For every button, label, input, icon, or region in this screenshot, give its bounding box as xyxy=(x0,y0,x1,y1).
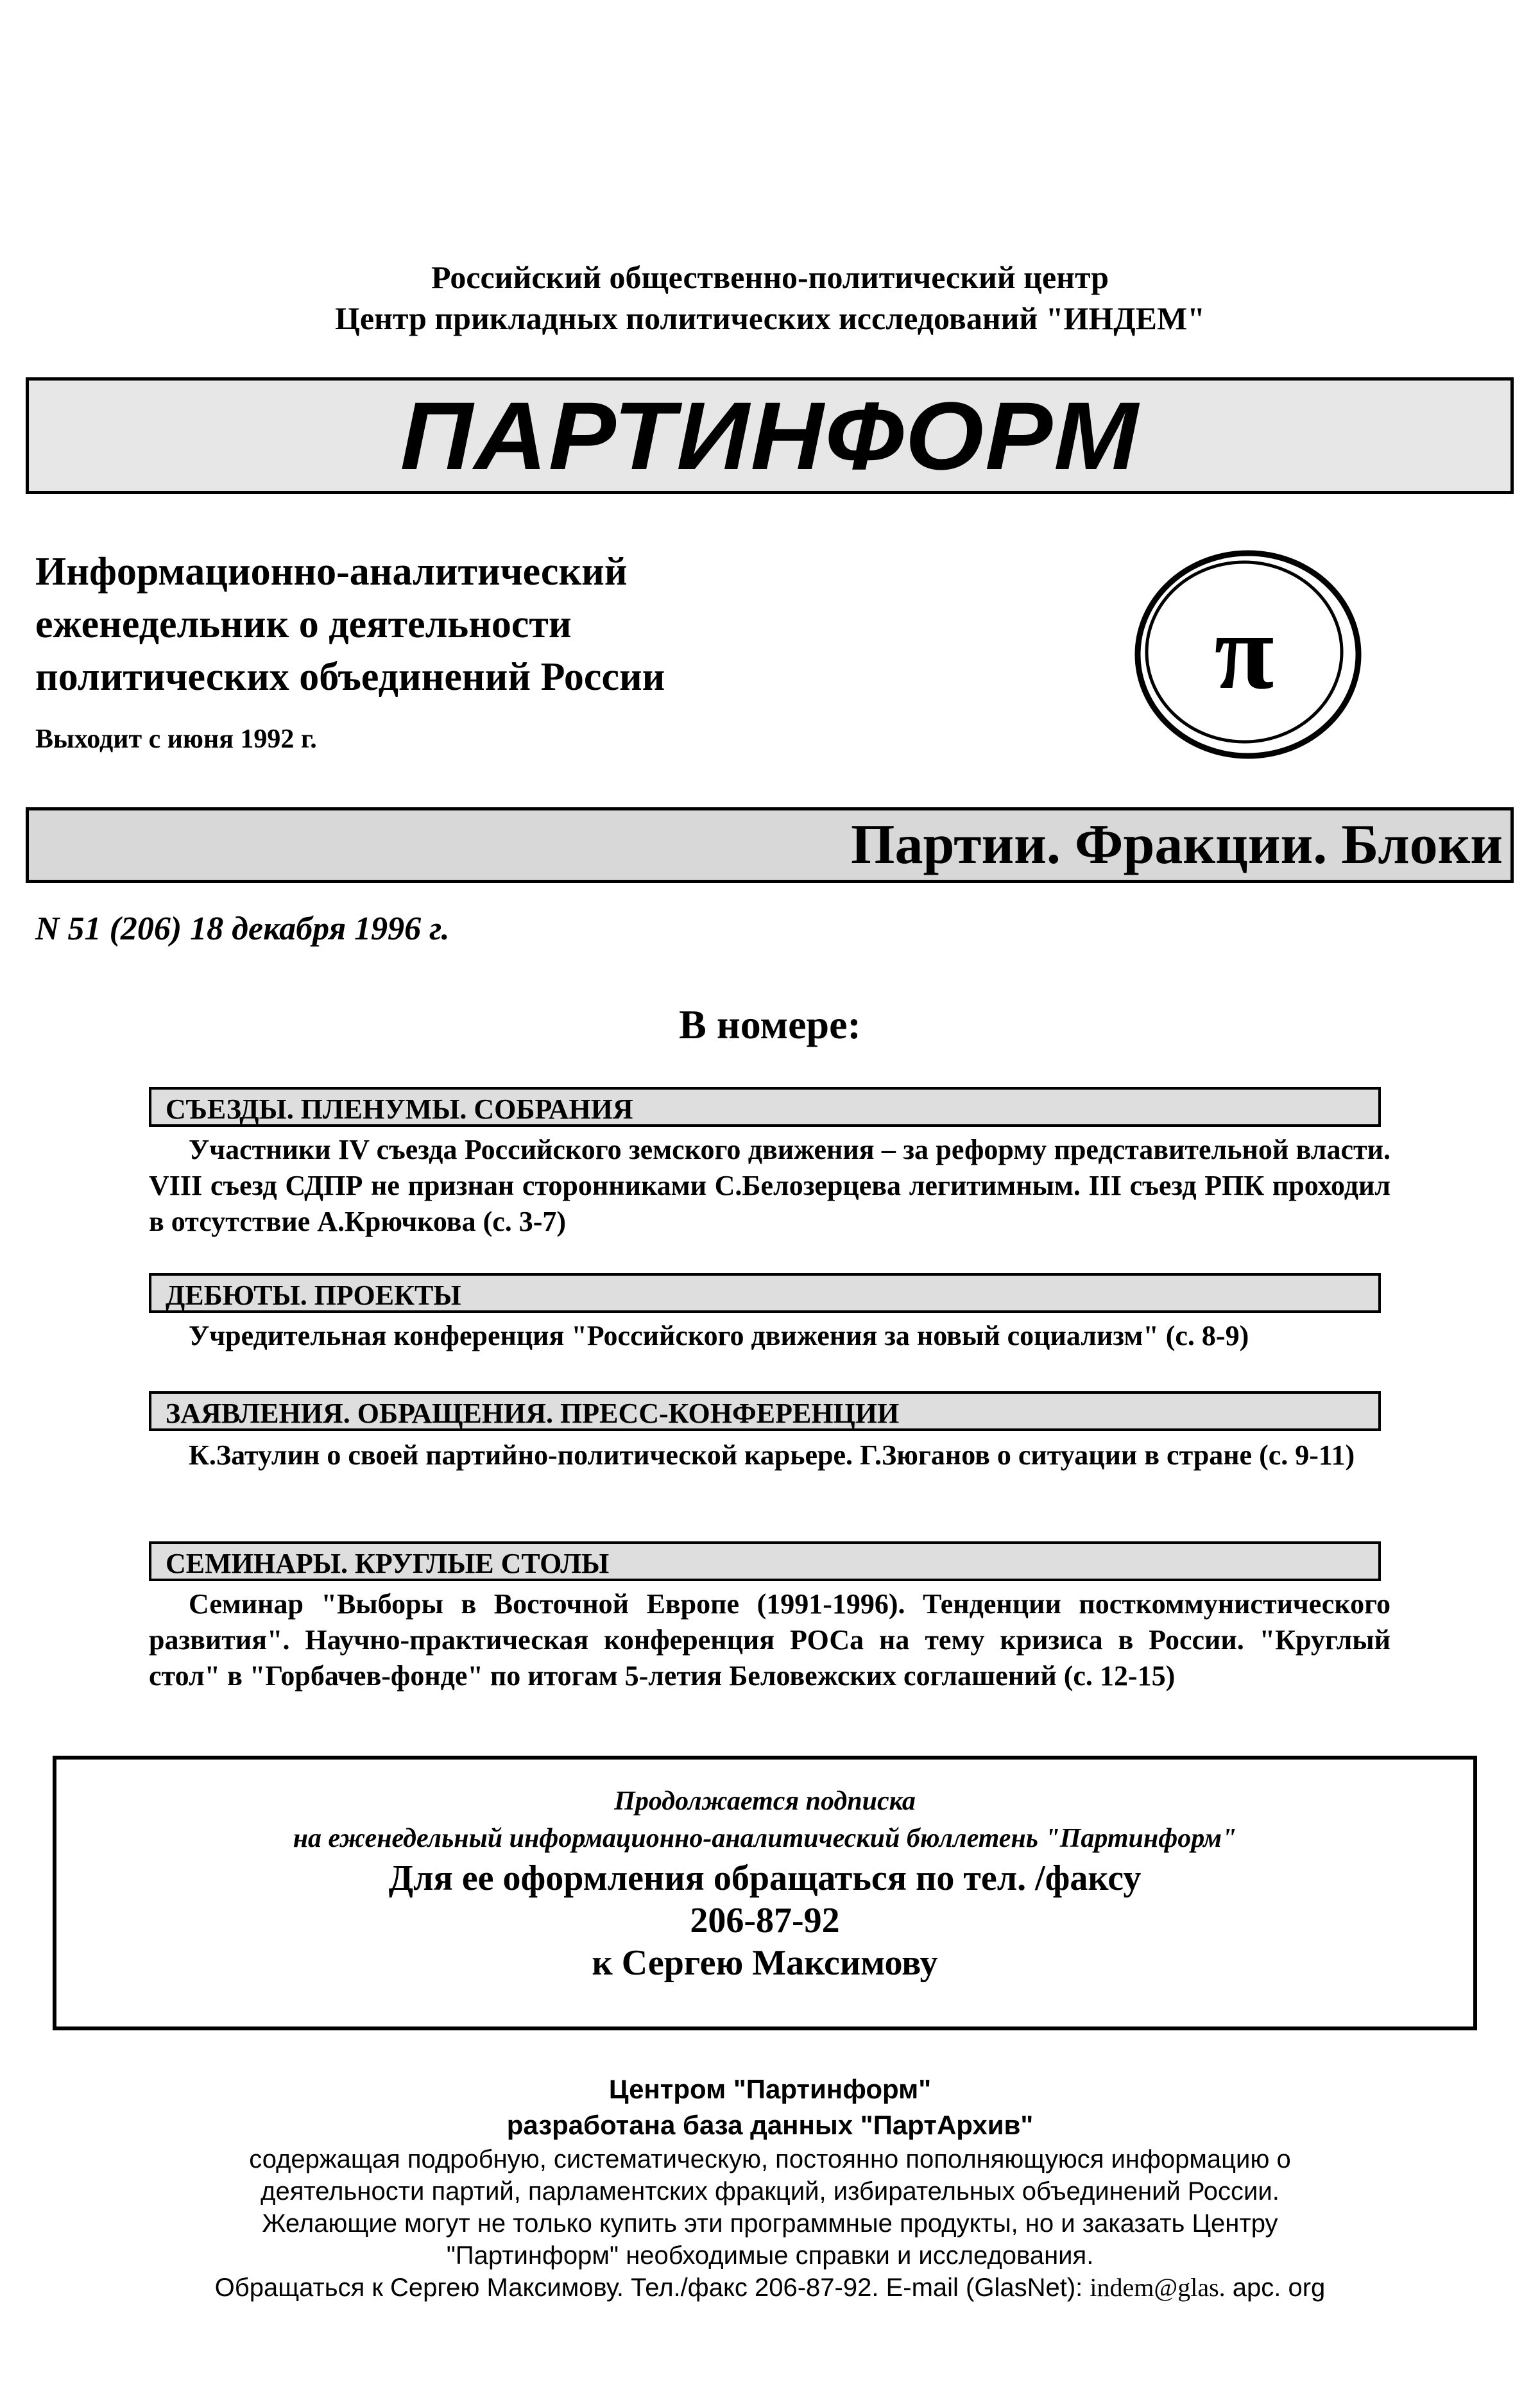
section-heading: ДЕБЮТЫ. ПРОЕКТЫ xyxy=(166,1280,461,1311)
org-line-1: Российский общественно-политический центр xyxy=(431,259,1109,295)
section-summary: Семинар "Выборы в Восточной Европе (1991-1996). Тенденции посткоммунистического развития". Научно-практическая конференция РОСа на тему кризиса в России. "Круглый стол" в "Горбачев-фонде" по итогам 5-летия Беловежских соглашений (с. 12-15) xyxy=(149,1588,1390,1692)
section-summary: Учредительная конференция "Российского движения за новый социализм" (с. 8-9) xyxy=(189,1320,1249,1351)
db-email-address: indem@glas. xyxy=(1090,2273,1226,2302)
publication-title: ПАРТИНФОРМ xyxy=(400,381,1140,490)
section-heading-box xyxy=(149,1273,1381,1313)
since-note: Выходит с июня 1992 г. xyxy=(35,724,317,754)
org-line-2: Центр прикладных политических исследований "ИНДЕМ" xyxy=(335,300,1205,336)
db-contact-prefix: Обращаться к Сергею Максимову. Тел./факс 206-87-92. E-mail (GlasNet): xyxy=(214,2274,1090,2302)
pi-circle-logo-icon xyxy=(1126,545,1370,764)
subscription-box xyxy=(53,1756,1477,2030)
issue-number-date: N 51 (206) 18 декабря 1996 г. xyxy=(35,911,450,947)
section-banner-text: Партии. Фракции. Блоки xyxy=(851,814,1503,876)
db-email-domain: apc. org xyxy=(1225,2274,1326,2302)
pi-glyph: π xyxy=(1214,591,1274,712)
organization-header xyxy=(0,257,1540,339)
subscription-line-2: на еженедельный информационно-аналитический бюллетень "Партинформ" xyxy=(293,1824,1237,1853)
section-heading-box xyxy=(149,1391,1381,1431)
subtitle-line-3: политических объединений России xyxy=(35,655,665,699)
db-line-1: Центром "Партинформ" xyxy=(608,2074,932,2104)
section-heading: СЪЕЗДЫ. ПЛЕНУМЫ. СОБРАНИЯ xyxy=(166,1093,633,1125)
publication-subtitle xyxy=(35,545,869,703)
subscription-phone: 206-87-92 xyxy=(690,1901,840,1941)
subscription-line-1: Продолжается подписка xyxy=(614,1786,916,1816)
db-line-6: "Партинформ" необходимые справки и исследования. xyxy=(446,2241,1094,2270)
title-banner xyxy=(26,377,1514,494)
database-notice xyxy=(0,2071,1540,2304)
subtitle-line-1: Информационно-аналитический xyxy=(35,550,628,594)
in-issue-heading: В номере: xyxy=(679,1002,861,1047)
section-banner xyxy=(26,807,1514,883)
section-heading: ЗАЯВЛЕНИЯ. ОБРАЩЕНИЯ. ПРЕСС-КОНФЕРЕНЦИИ xyxy=(166,1398,900,1429)
db-line-4: деятельности партий, парламентских фракций, избирательных объединений России. xyxy=(261,2177,1279,2206)
section-heading-box xyxy=(149,1087,1381,1127)
section-summary: К.Затулин о своей партийно-политической карьере. Г.Зюганов о ситуации в стране (с. 9-11) xyxy=(189,1439,1355,1471)
db-line-3: содержащая подробную, систематическую, постоянно пополняющуюся информацию о xyxy=(249,2145,1291,2173)
db-line-5: Желающие могут не только купить эти программные продукты, но и заказать Центру xyxy=(262,2209,1278,2238)
section-heading: СЕМИНАРЫ. КРУГЛЫЕ СТОЛЫ xyxy=(166,1548,610,1579)
subscription-line-3: Для ее оформления обращаться по тел. /факсу xyxy=(388,1858,1142,1898)
section-summary: Участники IV съезда Российского земского движения – за реформу представительной власти. VIII съезд СДПР не признан сторонниками С.Белозерцева легитимным. III съезд РПК проходил в отсутствие А.Крючкова (с. 3-7) xyxy=(149,1134,1390,1237)
subscription-contact: к Сергею Максимову xyxy=(592,1943,938,1983)
section-heading-box xyxy=(149,1541,1381,1581)
subtitle-line-2: еженедельник о деятельности xyxy=(35,603,572,646)
db-contact-line xyxy=(0,2272,1540,2304)
db-line-2: разработана база данных "ПартАрхив" xyxy=(506,2110,1034,2140)
